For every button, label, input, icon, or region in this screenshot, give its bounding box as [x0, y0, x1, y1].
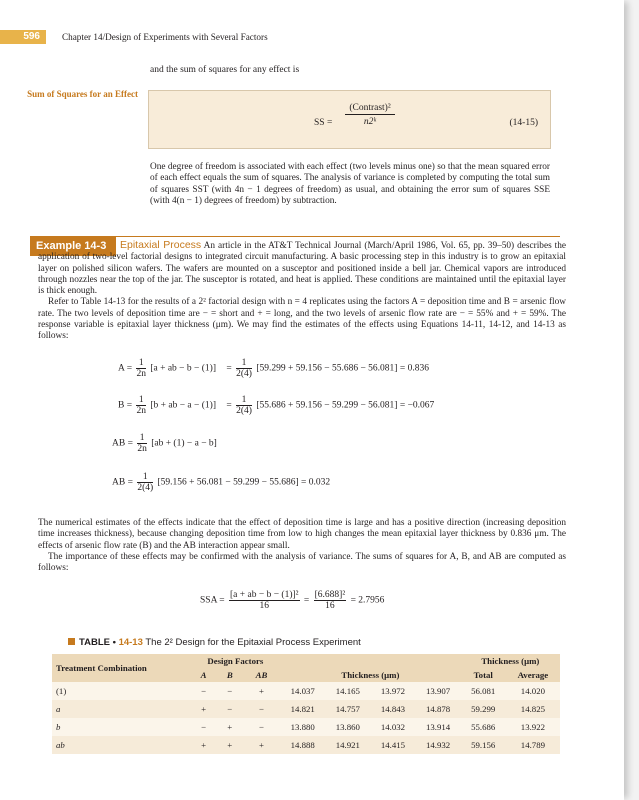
lead-text: and the sum of squares for any effect is	[150, 65, 300, 75]
table-cell: +	[201, 704, 207, 714]
table-cell: 14.888	[290, 740, 315, 750]
eq-b-result: = −0.067	[399, 400, 435, 411]
eq-ab2-result: = 0.032	[301, 477, 331, 488]
table-cell: 14.020	[520, 686, 545, 696]
example-title: Epitaxial Process	[120, 239, 202, 251]
table-row	[52, 736, 560, 754]
eq-a-num2: 1	[236, 358, 252, 369]
eq-a-bracket: [a + ab − b − (1)]	[150, 363, 216, 374]
table-title: The 2² Design for the Epitaxial Process Experiment	[145, 637, 361, 648]
table-cell: +	[201, 740, 207, 750]
eq-b-frac	[136, 395, 146, 416]
eq-a-result: = 0.836	[399, 363, 429, 374]
eq-b-lhs: B =	[118, 400, 133, 411]
eq-a-bracket2: [59.299 + 59.156 − 55.686 − 56.081]	[256, 363, 398, 374]
table-cell: 13.907	[426, 686, 451, 696]
table-cell: 13.972	[380, 686, 406, 696]
eq-ssa-equals: =	[303, 595, 310, 606]
caption-square-icon	[68, 638, 75, 645]
eq-ab-num: 1	[137, 433, 147, 444]
table-cell: +	[227, 740, 233, 750]
eq-b-frac2	[236, 395, 252, 416]
eq-b-den: 2n	[136, 406, 146, 416]
table-caption	[68, 637, 361, 648]
table-cell: 14.037	[290, 686, 315, 696]
table-cell: −	[201, 722, 207, 732]
eq-ab-lhs: AB =	[112, 438, 133, 449]
eq-b-num: 1	[136, 395, 146, 406]
col-thickness: Thickness (μm)	[341, 670, 400, 680]
table-row	[52, 682, 560, 700]
eq-ssa-num2: [6.688]²	[314, 590, 346, 600]
table-number: 14-13	[118, 637, 143, 648]
example-p3: The numerical estimates of the effects indicate that the effect of deposition time is large and has a positive direction (increasing deposition time increases thickness), because changing deposition time from low to high changes the mean epitaxial layer thickness by 0.836 μm. The effects of arsenic flow rate (B) and the AB interaction appear small.	[38, 518, 566, 551]
eq-ab2-frac	[137, 472, 153, 493]
table-cell: 55.686	[471, 722, 496, 732]
eq-number: (14-15)	[509, 118, 538, 128]
table-row	[52, 718, 560, 736]
equation-ssa	[200, 590, 384, 611]
eq-numerator: (Contrast)²	[345, 103, 395, 115]
table-cell: −	[201, 686, 207, 696]
eq-lhs: SS =	[314, 118, 333, 128]
table-cell: 13.914	[426, 722, 451, 732]
table-cell: 14.932	[426, 740, 451, 750]
equation-ab	[112, 433, 217, 454]
page-number: 596	[0, 30, 46, 44]
table-cell: 56.081	[471, 686, 496, 696]
table-cell: +	[227, 722, 233, 732]
table-cell: 14.415	[380, 740, 406, 750]
table-row	[52, 700, 560, 718]
eq-denominator: n2ᵏ	[363, 117, 377, 127]
eq-ab2-lhs: AB =	[112, 477, 133, 488]
col-a: A	[200, 670, 207, 680]
eq-a-equals: =	[226, 363, 232, 374]
eq-b-den2: 2(4)	[236, 406, 252, 416]
eq-ab-den: 2n	[137, 444, 147, 454]
table-cell: 59.299	[471, 704, 496, 714]
table-cell: 14.757	[335, 704, 360, 714]
table-cell: −	[227, 686, 233, 696]
table-cell: +	[259, 740, 264, 750]
eq-ab-frac	[137, 433, 147, 454]
table-cell: (1)	[56, 686, 67, 696]
table-cell: 13.880	[290, 722, 315, 732]
eq-ssa-num1: [a + ab − b − (1)]²	[230, 590, 299, 600]
col-average: Average	[517, 670, 549, 680]
col-treatment: Treatment Combination	[56, 663, 147, 673]
eq-a-frac	[136, 358, 146, 379]
equation-b	[118, 395, 434, 416]
table-cell: ab	[56, 740, 65, 750]
equation-box	[148, 90, 551, 149]
table-cell: 14.032	[380, 722, 406, 732]
table-cell: −	[227, 704, 233, 714]
table-cell: 13.922	[520, 722, 545, 732]
eq-ssa-frac2	[314, 590, 347, 611]
eq-a-num: 1	[136, 358, 146, 369]
col-total: Total	[473, 670, 493, 680]
eq-ssa-frac1	[229, 590, 300, 611]
group-thickness: Thickness (μm)	[481, 656, 540, 666]
group-design-factors: Design Factors	[207, 656, 264, 666]
eq-b-bracket: [b + ab − a − (1)]	[150, 400, 216, 411]
table-cell: b	[56, 722, 61, 732]
margin-note: Sum of Squares for an Effect	[27, 89, 138, 99]
group-blank	[280, 654, 461, 668]
table-cell: 14.921	[335, 740, 360, 750]
eq-a-frac2	[236, 358, 252, 379]
col-ab: AB	[255, 670, 268, 680]
eq-ab2-bracket: [59.156 + 56.081 − 59.299 − 55.686]	[157, 477, 299, 488]
eq-fraction	[345, 103, 395, 127]
equation-a	[118, 358, 429, 379]
eq-a-lhs: A =	[118, 363, 133, 374]
table-cell: a	[56, 704, 61, 714]
table-cell: 14.878	[426, 704, 451, 714]
data-table	[52, 654, 560, 754]
example-p2: Refer to Table 14-13 for the results of a 2² factorial design with n = 4 replicates using the factors A = deposition time and B = arsenic flow rate. The two levels of deposition time are − = short and + = long, and the two levels of arsenic flow rate are − = 55% and + = 59%. The response variable is epitaxial layer thickness (μm). We may find the estimates of the effects using Equations 14-11, 14-12, and 14-13 as follows:	[38, 297, 566, 342]
eq-ssa-den1: 16	[259, 601, 270, 611]
eq-a-den: 2n	[136, 369, 146, 379]
table-cell: 14.789	[520, 740, 545, 750]
running-header: Chapter 14/Design of Experiments with Several Factors	[62, 32, 268, 42]
table-cell: 14.165	[335, 686, 360, 696]
eq-b-num2: 1	[236, 395, 252, 406]
eq-ab2-num: 1	[137, 472, 153, 483]
paragraph-dof: One degree of freedom is associated with each effect (two levels minus one) so that the mean squared error of each effect equals the sum of squares. The analysis of variance is completed by computing the total sum of squares SST (with 4n − 1 degrees of freedom) as usual, and obtaining the error sum of squares SSE (with 4(n − 1) degrees of freedom) by subtraction.	[150, 162, 550, 207]
equation-ab-numeric	[112, 472, 330, 493]
eq-ssa-lhs: SSA =	[200, 595, 225, 606]
example-label: Example 14-3	[30, 237, 116, 256]
table-cell: 14.825	[520, 704, 545, 714]
eq-a-den2: 2(4)	[236, 369, 252, 379]
table-cell: −	[259, 704, 264, 714]
eq-b-bracket2: [55.686 + 59.156 − 59.299 − 56.081]	[256, 400, 398, 411]
eq-ssa-result: = 2.7956	[350, 595, 385, 606]
table-cell: 59.156	[471, 740, 496, 750]
table-cell: 14.843	[380, 704, 406, 714]
conclusion-text	[38, 518, 566, 574]
eq-ssa-den2: 16	[325, 601, 335, 611]
table-cell: 13.860	[335, 722, 360, 732]
table-cell: +	[259, 686, 264, 696]
eq-ab-bracket: [ab + (1) − a − b]	[151, 438, 217, 449]
example-p1: An article in the AT&T Technical Journal (March/April 1986, Vol. 65, pp. 39–50) describes the application of two-level factorial designs to integrated circuit manufacturing. A basic processing step in this industry is to grow an epitaxial layer on polished silicon wafers. The wafers are mounted on a susceptor and positioned inside a bell jar. Chemical vapors are introduced through nozzles near the top of the jar. The susceptor is rotated, and heat is applied. These conditions are maintained until the epitaxial layer is thick enough.	[38, 241, 567, 297]
table-cell: −	[259, 722, 264, 732]
example-intro	[38, 240, 566, 343]
eq-b-equals: =	[226, 400, 232, 411]
example-p4: The importance of these effects may be confirmed with the analysis of variance. The sums of squares for A, B, and AB are computed as follows:	[38, 551, 566, 574]
table-group-header	[52, 654, 560, 668]
col-b: B	[226, 670, 233, 680]
eq-ab2-den: 2(4)	[137, 483, 154, 493]
table-tag: TABLE •	[79, 637, 116, 648]
table-cell: 14.821	[290, 704, 315, 714]
